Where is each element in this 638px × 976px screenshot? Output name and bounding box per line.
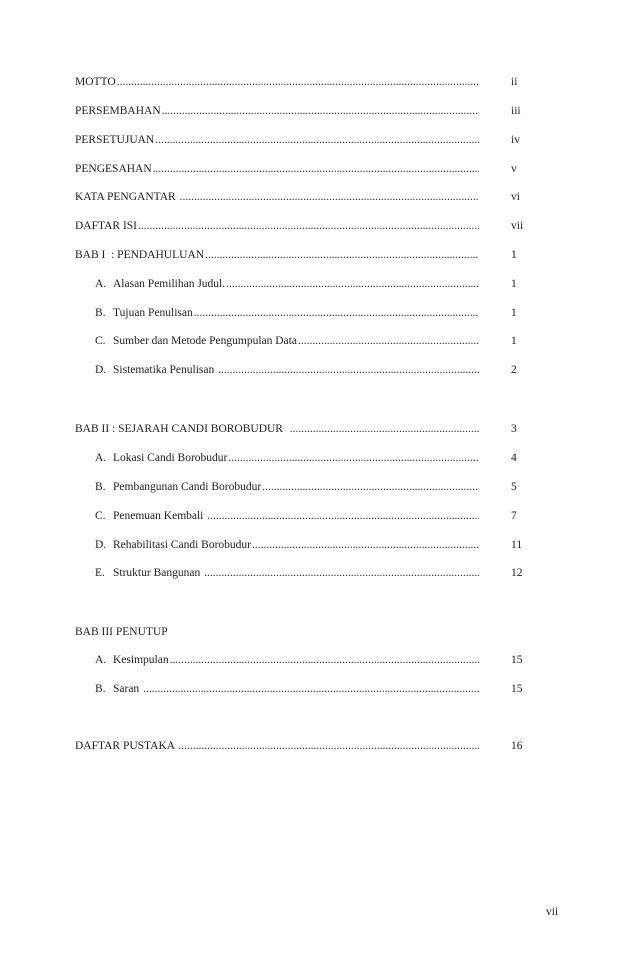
toc-entry-kata-pengantar <box>0 189 638 205</box>
toc-entry-page: 12 <box>511 567 523 579</box>
dot-leader <box>290 421 479 437</box>
toc-subentry <box>0 333 638 349</box>
dot-leader <box>298 333 479 349</box>
toc-entry-letter: B. <box>95 683 106 695</box>
toc-subentry <box>0 652 638 668</box>
toc-entry-letter: E. <box>95 567 105 579</box>
dot-leader <box>228 450 479 466</box>
toc-subentry <box>0 681 638 697</box>
toc-subentry <box>0 362 638 378</box>
toc-entry-label: Rehabilitasi Candi Borobudur <box>113 539 251 551</box>
toc-subentry <box>0 508 638 524</box>
toc-entry-letter: C. <box>95 335 106 347</box>
toc-entry-page: 7 <box>511 510 517 522</box>
dot-leader <box>117 74 479 90</box>
dot-leader <box>262 479 479 495</box>
toc-entry-label: PENGESAHAN <box>75 163 152 175</box>
dot-leader <box>155 132 479 148</box>
dot-leader <box>138 218 479 234</box>
toc-entry-persetujuan <box>0 132 638 148</box>
toc-entry-page: 16 <box>511 740 523 752</box>
toc-entry-label: BAB II : SEJARAH CANDI BOROBUDUR <box>75 423 289 435</box>
toc-entry-label: Sumber dan Metode Pengumpulan Data <box>113 335 297 347</box>
dot-leader <box>162 103 479 119</box>
toc-entry-page: 15 <box>511 683 523 695</box>
toc-subentry <box>0 565 638 581</box>
toc-entry-label: MOTTO <box>75 76 116 88</box>
toc-entry-page: 1 <box>511 307 517 319</box>
toc-entry-label: DAFTAR ISI <box>75 220 138 232</box>
toc-entry-page: 11 <box>511 539 523 551</box>
toc-subentry <box>0 537 638 553</box>
toc-entry-label: KATA PENGANTAR <box>75 191 179 203</box>
toc-entry-label: Struktur Bangunan <box>113 567 204 579</box>
toc-subentry <box>0 450 638 466</box>
toc-entry-motto <box>0 74 638 90</box>
toc-entry-label: DAFTAR PUSTAKA <box>75 740 178 752</box>
toc-entry-pengesahan <box>0 161 638 177</box>
toc-entry-page: 3 <box>511 423 517 435</box>
toc-entry-daftar-pustaka <box>0 738 638 754</box>
toc-entry-page: 5 <box>511 481 517 493</box>
dot-leader <box>207 508 479 524</box>
toc-entry-label: Lokasi Candi Borobudur <box>113 452 228 464</box>
dot-leader <box>205 247 479 263</box>
dot-leader <box>153 161 479 177</box>
toc-entry-page: 1 <box>511 278 517 290</box>
toc-entry-page: ii <box>511 76 518 88</box>
toc-entry-label: BAB III PENUTUP <box>75 626 168 638</box>
dot-leader <box>178 738 479 754</box>
toc-entry-letter: B. <box>95 307 106 319</box>
toc-entry-page: 2 <box>511 364 517 376</box>
toc-entry-page: iii <box>511 105 521 117</box>
toc-entry-letter: D. <box>95 364 107 376</box>
toc-entry-page: vi <box>511 191 520 203</box>
toc-entry-label: Pembangunan Candi Borobudur <box>113 481 262 493</box>
dot-leader <box>180 189 479 205</box>
toc-entry-letter: B. <box>95 481 106 493</box>
toc-entry-letter: A. <box>95 654 107 666</box>
toc-entry-page: iv <box>511 134 520 146</box>
toc-entry-label: Kesimpulan <box>113 654 169 666</box>
page-number: vii <box>546 906 559 918</box>
toc-entry-page: 4 <box>511 452 517 464</box>
toc-entry-label: Sistematika Penulisan <box>113 364 218 376</box>
dot-leader <box>252 537 479 553</box>
dot-leader <box>218 362 479 378</box>
toc-subentry <box>0 479 638 495</box>
toc-entry-label: Saran <box>113 683 143 695</box>
toc-chapter-bab-2 <box>0 421 638 437</box>
toc-chapter-bab-1 <box>0 247 638 263</box>
dot-leader <box>226 276 479 292</box>
dot-leader <box>204 565 479 581</box>
dot-leader <box>194 305 479 321</box>
toc-entry-letter: A. <box>95 452 107 464</box>
toc-entry-label: PERSEMBAHAN <box>75 105 161 117</box>
toc-chapter-bab-3 <box>0 624 638 640</box>
toc-entry-letter: C. <box>95 510 106 522</box>
toc-entry-page: v <box>511 163 517 175</box>
toc-subentry <box>0 305 638 321</box>
toc-entry-letter: A. <box>95 278 107 290</box>
toc-entry-label: PERSETUJUAN <box>75 134 155 146</box>
toc-entry-daftar-isi <box>0 218 638 234</box>
toc-entry-page: 1 <box>511 335 517 347</box>
toc-entry-label: Tujuan Penulisan <box>113 307 193 319</box>
toc-entry-page: 15 <box>511 654 523 666</box>
toc-entry-persembahan <box>0 103 638 119</box>
toc-subentry <box>0 276 638 292</box>
dot-leader <box>143 681 479 697</box>
dot-leader <box>170 652 479 668</box>
toc-entry-letter: D. <box>95 539 107 551</box>
toc-entry-label: BAB I : PENDAHULUAN <box>75 249 205 261</box>
toc-entry-label: Penemuan Kembali <box>113 510 207 522</box>
toc-entry-label: Alasan Pemilihan Judul. <box>113 278 226 290</box>
toc-entry-page: vii <box>511 220 524 232</box>
toc-entry-page: 1 <box>511 249 517 261</box>
